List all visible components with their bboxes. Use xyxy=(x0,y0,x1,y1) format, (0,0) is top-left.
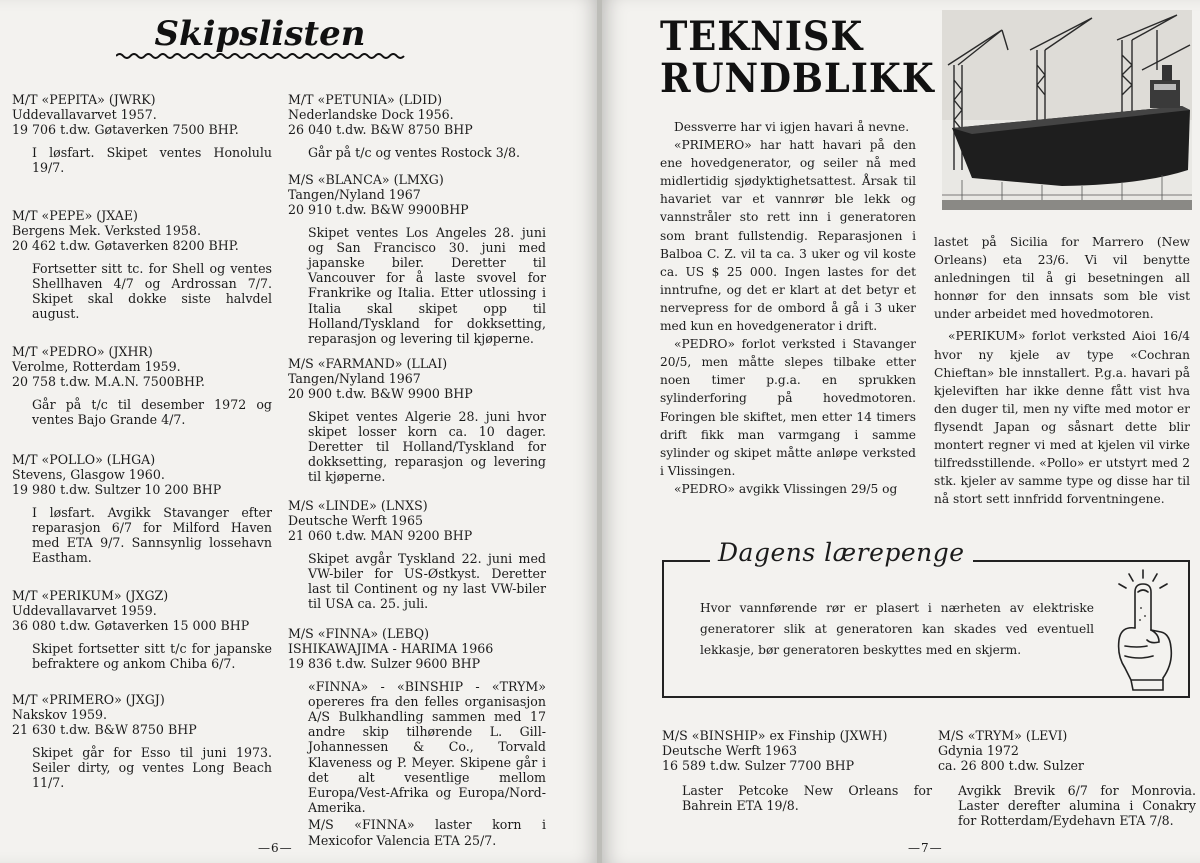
ship-entry-pedro xyxy=(12,344,272,452)
ship-entry-perikum xyxy=(12,588,272,692)
ship-yard: Uddevallavarvet 1957. xyxy=(12,107,157,123)
ship-entry-petunia xyxy=(288,92,546,172)
ship-yard: Deutsche Werft 1965 xyxy=(288,513,423,529)
ship-name: M/S «FARMAND» (LLAI) xyxy=(288,356,448,371)
ship-status: Laster Petcoke New Orleans for Bahrein ETA 19/8. xyxy=(682,782,932,813)
page-number: —6— xyxy=(258,841,293,855)
ship-specs: 19 980 t.dw. Sultzer 10 200 BHP xyxy=(12,482,222,498)
article-column-1 xyxy=(660,118,916,498)
ship-yard: Tangen/Nyland 1967 xyxy=(288,187,421,203)
ship-status: Fortsetter sitt tc. for Shell og ventes Shellhaven 4/7 og Ardrossan 7/7. Skipet skal dokke siste halvdel august. xyxy=(32,260,272,322)
ship-status: Skipet går for Esso til juni 1973. Seiler dirty, og ventes Long Beach 11/7. xyxy=(32,744,272,791)
ship-name: M/S «LINDE» (LNXS) xyxy=(288,498,428,513)
ship-status: Skipet ventes Algerie 28. juni hvor skipet losser korn ca. 10 dager. Deretter til Holland/Tyskland for dokksetting, reparasjon og levering til kjøperne. xyxy=(308,408,546,485)
masthead-underline xyxy=(116,52,406,60)
ship-name: M/T «PEDRO» (JXHR) xyxy=(12,344,153,359)
ship-name: M/S «FINNA» (LEBQ) xyxy=(288,626,429,641)
ship-name: M/T «PRIMERO» (JXGJ) xyxy=(12,692,165,707)
article-paragraph: «PERIKUM» forlot verksted Aioi 16/4 hvor ny kjele av type «Cochran Chieftan» ble innstallert. P.g.a. havari på kjeleviften har ikke denne fått vist hva den duger til, men ny vifte med motor er flysendt Japan og såsnart dette blir montert regner vi med at kjelen vil virke tilfredsstillende. «Pollo» er utstyrt med 2 stk. kjeler av samme type og disse har til nå stort sett innfridd forventningene. xyxy=(934,329,1190,507)
ship-yard: Tangen/Nyland 1967 xyxy=(288,371,421,387)
ship-specs: 20 900 t.dw. B&W 9900 BHP xyxy=(288,386,473,402)
ship-name: M/S «TRYM» (LEVI) xyxy=(938,728,1068,743)
ship-yard: Gdynia 1972 xyxy=(938,743,1019,759)
ship-entry-blanca xyxy=(288,172,546,356)
article-paragraph: «PEDRO» forlot verksted i Stavanger 20/5, men måtte slepes tilbake etter noen timer p.g.a. en sprukken sylinderforing på hovedmotoren. Foringen ble skiftet, men etter 14 timers drift fikk man varmgang i samme sylinder og skipet måtte anløpe verksted i Vlissingen. xyxy=(660,337,916,478)
ship-status: Skipet avgår Tyskland 22. juni med VW-biler for US-Østkyst. Deretter last til Continent og ny last VW-biler til USA ca. 25. juli. xyxy=(308,550,546,612)
ship-entry-farmand xyxy=(288,356,546,498)
ship-name: M/T «PETUNIA» (LDID) xyxy=(288,92,443,107)
ship-entry-pepita xyxy=(12,92,272,208)
ship-entry-finna xyxy=(288,626,546,848)
ship-name: M/T «PEPITA» (JWRK) xyxy=(12,92,156,107)
ship-status: Skipet fortsetter sitt t/c for japanske befraktere og ankom Chiba 6/7. xyxy=(32,640,272,671)
ship-yard: Deutsche Werft 1963 xyxy=(662,743,797,759)
ship-status-extra: M/S «FINNA» laster korn i Mexicofor Valencia ETA 25/7. xyxy=(308,817,546,848)
article-paragraph: Dessverre har vi igjen havari å nevne. xyxy=(674,120,910,134)
ship-status: Går på t/c til desember 1972 og ventes Bajo Grande 4/7. xyxy=(32,396,272,427)
ship-entry-pepe xyxy=(12,208,272,344)
ship-specs: 26 040 t.dw. B&W 8750 BHP xyxy=(288,122,473,138)
ship-name: M/T «PEPE» (JXAE) xyxy=(12,208,138,223)
article-paragraph: lastet på Sicilia for Marrero (New Orleans) eta 23/6. Vi vil benytte anledningen til å gi besetningen all honnør for den innsats som ble vist under arbeidet med hovedmotoren. xyxy=(934,235,1190,322)
ship-in-drydock-illustration xyxy=(942,10,1192,210)
left-page xyxy=(0,0,598,863)
lesson-text: Hvor vannførende rør er plasert i nærheten av elektriske generatorer slik at generatoren kan skades ved eventuell lekkasje, bør generatoren beskyttes med en skjerm. xyxy=(700,601,1094,657)
article-paragraph: «PEDRO» avgikk Vlissingen 29/5 og xyxy=(674,481,898,496)
ship-specs: 36 080 t.dw. Gøtaverken 15 000 BHP xyxy=(12,618,250,634)
ship-status: I løsfart. Avgikk Stavanger efter reparasjon 6/7 for Milford Haven med ETA 9/7. Sannsynlig lossehavn Eastham. xyxy=(32,504,272,566)
page-number: —7— xyxy=(908,841,943,855)
ship-name: M/T «PERIKUM» (JXGZ) xyxy=(12,588,169,603)
ship-specs: 19 706 t.dw. Gøtaverken 7500 BHP. xyxy=(12,122,239,138)
ship-specs: ca. 26 800 t.dw. Sulzer xyxy=(938,758,1084,774)
ship-yard: Stevens, Glasgow 1960. xyxy=(12,467,165,483)
ship-status: I løsfart. Skipet ventes Honolulu 19/7. xyxy=(32,144,272,175)
section-title-line-2: RUNDBLIKK xyxy=(660,55,935,102)
ship-yard: Nederlandske Dock 1956. xyxy=(288,107,454,123)
ship-name: M/T «POLLO» (LHGA) xyxy=(12,452,156,467)
ship-list-column-1 xyxy=(12,92,272,790)
ship-yard: Verolme, Rotterdam 1959. xyxy=(12,359,181,375)
lesson-title: Dagens lærepenge xyxy=(710,538,973,567)
ship-specs: 20 758 t.dw. M.A.N. 7500BHP. xyxy=(12,374,205,390)
ship-status: «FINNA» - «BINSHIP - «TRYM» opereres fra den felles organisasjon A/S Bulkhandling sammen med 17 andre skip tilhørende L. Gill-Johannessen & Co., Torvald Klaveness og P. Meyer. Skipene går i det alt vesentlige mellom Europa/Vest-Afrika og Europa/Nord-Amerika. xyxy=(308,678,546,816)
ship-name: M/S «BLANCA» (LMXG) xyxy=(288,172,444,187)
ship-entry-linde xyxy=(288,498,546,626)
ship-yard: Uddevallavarvet 1959. xyxy=(12,603,157,619)
ship-list-column-2 xyxy=(288,92,546,848)
ship-entry-primero xyxy=(12,692,272,790)
ship-entry-pollo xyxy=(12,452,272,588)
ship-yard: ISHIKAWAJIMA - HARIMA 1966 xyxy=(288,641,494,657)
ship-status: Avgikk Brevik 6/7 for Monrovia. Laster derefter alumina i Conakry for Rotterdam/Eydehavn ETA 7/8. xyxy=(958,782,1196,829)
article-column-2 xyxy=(934,233,1190,508)
ship-specs: 19 836 t.dw. Sulzer 9600 BHP xyxy=(288,656,481,672)
masthead-title: Skipslisten xyxy=(154,14,366,54)
ship-specs: 16 589 t.dw. Sulzer 7700 BHP xyxy=(662,758,855,774)
section-title xyxy=(660,13,935,102)
raised-finger-hand-icon xyxy=(1107,568,1179,696)
ship-specs: 20 910 t.dw. B&W 9900BHP xyxy=(288,202,469,218)
ship-status: Går på t/c og ventes Rostock 3/8. xyxy=(308,144,520,160)
section-title-line-1: TEKNISK xyxy=(660,13,864,60)
ship-specs: 21 060 t.dw. MAN 9200 BHP xyxy=(288,528,473,544)
ship-name: M/S «BINSHIP» ex Finship (JXWH) xyxy=(662,728,888,743)
ship-yard: Nakskov 1959. xyxy=(12,707,108,723)
ship-entry-binship xyxy=(662,728,932,813)
ship-yard: Bergens Mek. Verksted 1958. xyxy=(12,223,201,239)
article-paragraph: «PRIMERO» har hatt havari på den ene hovedgenerator, og seiler nå med midlertidig sjødyktighetsattest. Årsak til havariet var et vannrør ble lekk og vannstråler sto rett inn i generatoren som brant fullstendig. Reparasjonen i Balboa C. Z. vil ta ca. 3 uker og vil koste ca. US $ 25 000. Ingen lastes for det inntrufne, og det er klart at det betyr et nervepress for de ombord å gå i 3 uker med kun en hovedgenerator i drift. xyxy=(660,138,916,334)
ship-status: Skipet ventes Los Angeles 28. juni og San Francisco 30. juni med japanske biler. Deretter til Vancouver for å laste svovel for Frankrike og Italia. Etter utlossing i Italia skal skipet opp til Holland/Tyskland for dokksetting, reparasjon og levering til kjøperne. xyxy=(308,224,546,347)
ship-specs: 20 462 t.dw. Gøtaverken 8200 BHP. xyxy=(12,238,239,254)
ship-entry-trym xyxy=(938,728,1196,828)
ship-specs: 21 630 t.dw. B&W 8750 BHP xyxy=(12,722,197,738)
right-page xyxy=(602,0,1200,863)
